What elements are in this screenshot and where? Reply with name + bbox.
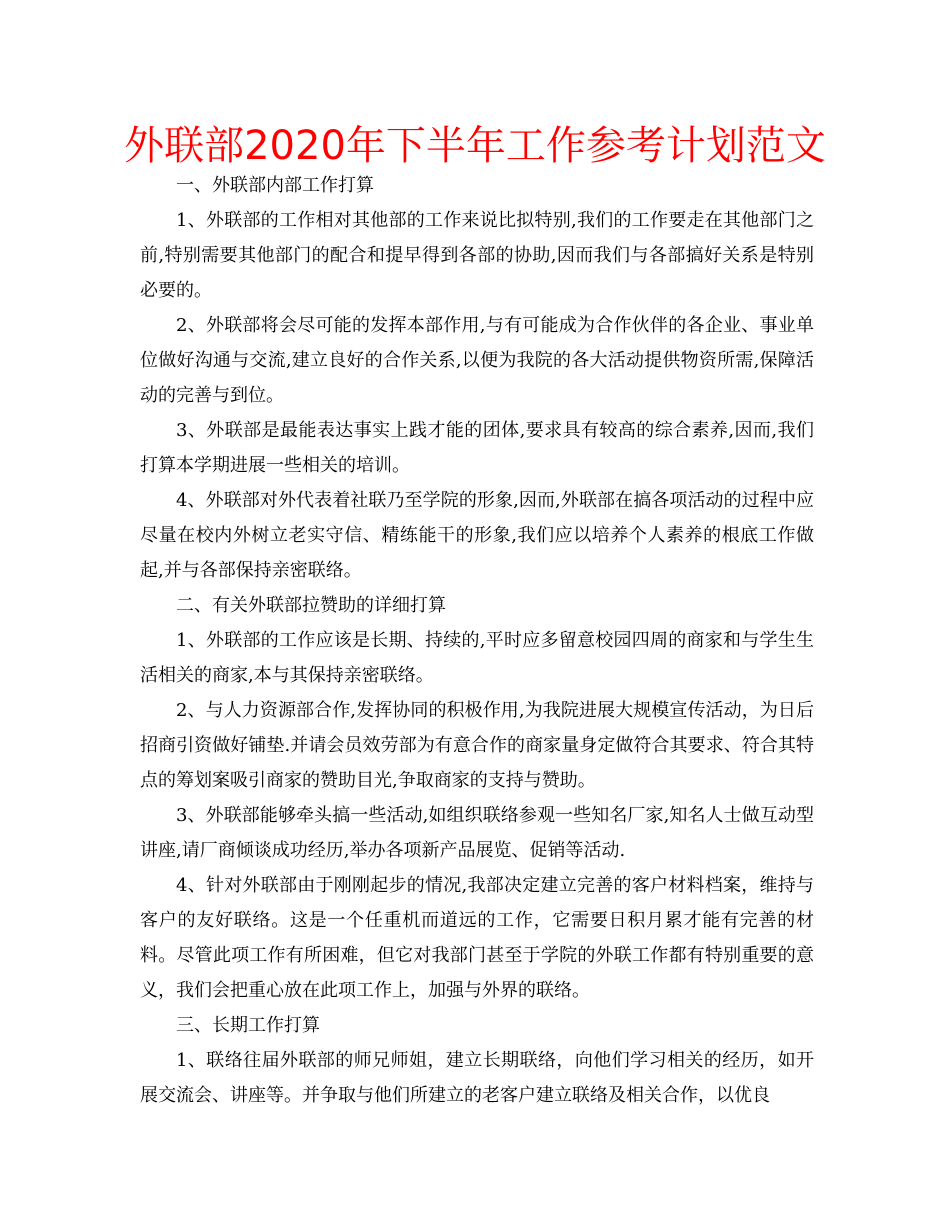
paragraph: 1、联络往届外联部的师兄师姐，建立长期联络，向他们学习相关的经历，如开展交流会、讲座等。并争取与他们所建立的老客户建立联络及相关合作，以优良	[140, 1050, 814, 1106]
section-heading-3: 三、长期工作打算	[176, 1015, 320, 1036]
section-heading-1: 一、外联部内部工作打算	[176, 175, 374, 196]
paragraph: 4、针对外联部由于刚刚起步的情况,我部决定建立完善的客户材料档案，维持与客户的友好联络。这是一个任重机而道远的工作，它需要日积月累才能有完善的材料。尽管此项工作有所困难，但它对我部门甚至于学院的外联工作都有特别重要的意义，我们会把重心放在此项工作上，加强与外界的联络。	[140, 875, 814, 1001]
document-title: 外联部2020年下半年工作参考计划范文	[124, 123, 826, 169]
paragraph: 1、外联部的工作应该是长期、持续的,平时应多留意校园四周的商家和与学生生活相关的商家,本与其保持亲密联络。	[140, 630, 814, 686]
paragraph: 2、与人力资源部合作,发挥协同的积极作用,为我院进展大规模宣传活动，为日后招商引资做好铺垫.并请会员效劳部为有意合作的商家量身定做符合其要求、符合其特点的筹划案吸引商家的赞助目光,争取商家的支持与赞助。	[140, 700, 814, 791]
paragraph: 1、外联部的工作相对其他部的工作来说比拟特别,我们的工作要走在其他部门之前,特别需要其他部门的配合和提早得到各部的协助,因而我们与各部搞好关系是特别必要的。	[140, 210, 814, 301]
document-body	[140, 168, 814, 1113]
section-heading-2: 二、有关外联部拉赞助的详细打算	[176, 595, 446, 616]
paragraph: 4、外联部对外代表着社联乃至学院的形象,因而,外联部在搞各项活动的过程中应尽量在校内外树立老实守信、精练能干的形象,我们应以培养个人素养的根底工作做起,并与各部保持亲密联络。	[140, 490, 814, 581]
paragraph: 3、外联部是最能表达事实上践才能的团体,要求具有较高的综合素养,因而,我们打算本学期进展一些相关的培训。	[140, 420, 814, 476]
paragraph: 2、外联部将会尽可能的发挥本部作用,与有可能成为合作伙伴的各企业、事业单位做好沟通与交流,建立良好的合作关系,以便为我院的各大活动提供物资所需,保障活动的完善与到位。	[140, 315, 814, 406]
paragraph: 3、外联部能够牵头搞一些活动,如组织联络参观一些知名厂家,知名人士做互动型讲座,请厂商倾谈成功经历,举办各项新产品展览、促销等活动.	[140, 805, 814, 861]
